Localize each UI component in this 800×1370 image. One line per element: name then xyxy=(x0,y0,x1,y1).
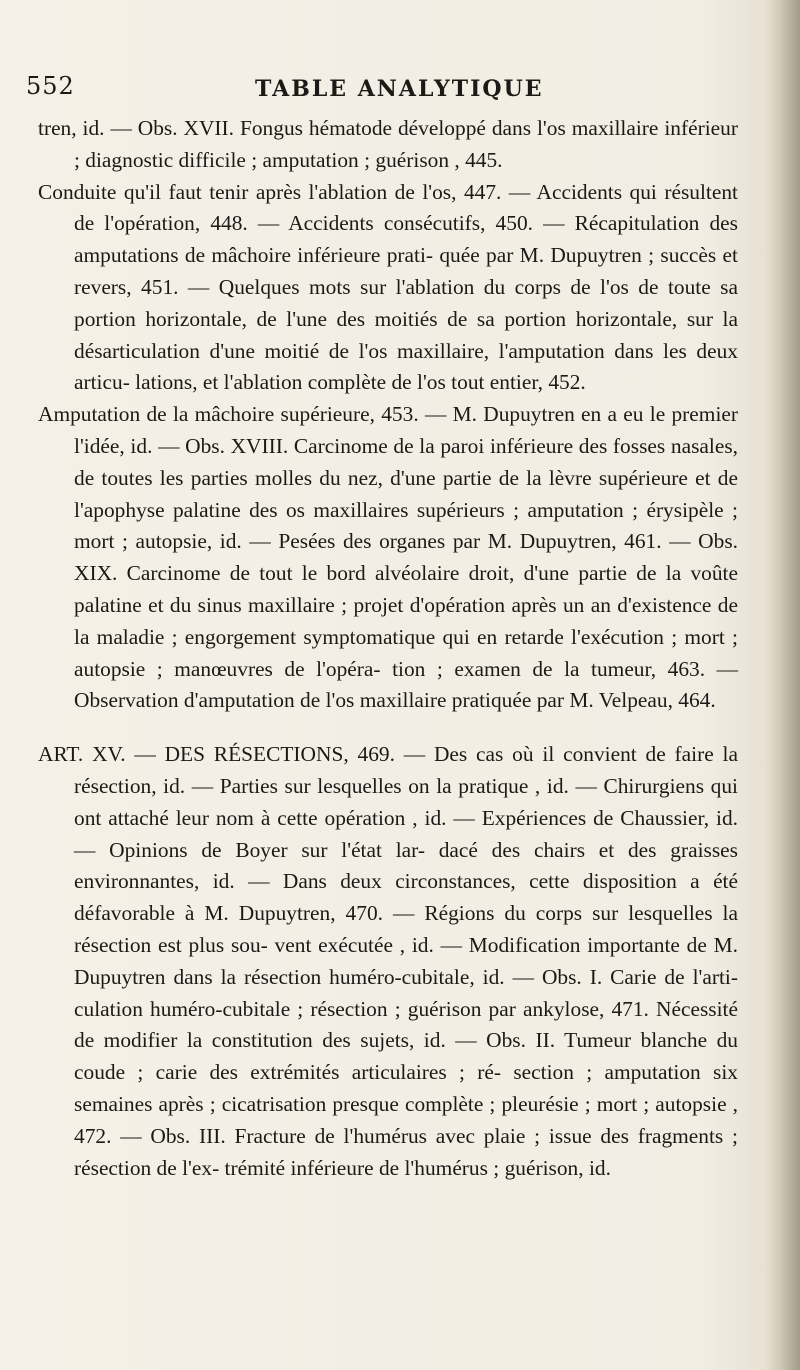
paragraph-entry: Conduite qu'il faut tenir après l'ablation de l'os, 447. — Accidents qui résultent de l'opération, 448. — Accidents consécutifs, 450. — Récapitulation des amputations de mâchoire inférieure prati- quée par M. Dupuytren ; succès et revers, 451. — Quelques mots sur l'ablation du corps de l'os de toute sa portion horizontale, de l'une des moitiés de sa portion horizontale, sur la désarticulation d'une moitié de l'os maxillaire, l'amputation dans les deux articu- lations, et l'ablation complète de l'os tout entier, 452. xyxy=(38,179,738,395)
running-title: TABLE ANALYTIQUE xyxy=(255,76,544,102)
paragraph-section-art-xv: ART. XV. — DES RÉSECTIONS, 469. — Des cas où il convient de faire la résection, id. — Parties sur lesquelles on la pratique , id. — Chirurgiens qui ont attaché leur nom à cette opération , id. — Expériences de Chaussier, id. — Opinions de Boyer sur l'état lar- dacé des chairs et des graisses environnantes, id. — Dans deux circonstances, cette disposition a été défavorable à M. Dupuytren, 470. — Régions du corps sur lesquelles la résection est plus sou- vent exécutée , id. — Modification importante de M. Dupuytren dans la résection huméro-cubitale, id. — Obs. I. Carie de l'arti- culation huméro-cubitale ; résection ; guérison par ankylose, 471. Nécessité de modifier la constitution des sujets, id. — Obs. II. Tumeur blanche du coude ; carie des extrémités articulaires ; ré- section ; amputation six semaines après ; cicatrisation presque complète ; pleurésie ; mort ; autopsie , 472. — Obs. III. Fracture de l'humérus avec plaie ; issue des fragments ; résection de l'ex- trémité inférieure de l'humérus ; guérison, id. xyxy=(38,742,738,1180)
index-text xyxy=(38,113,738,1184)
paragraph-entry: Amputation de la mâchoire supérieure, 453. — M. Dupuytren en a eu le premier l'idée, id. — Obs. XVIII. Carcinome de la paroi inférieure des fosses nasales, de toutes les parties molles du nez, d'une partie de la lèvre supérieure et de l'apophyse palatine des os maxillaires supérieurs ; amputation ; érysipèle ; mort ; autopsie, id. — Pesées des organes par M. Dupuytren, 461. — Obs. XIX. Carcinome de tout le bord alvéolaire droit, d'une partie de la voûte palatine et du sinus maxillaire ; projet d'opération après un an d'existence de la maladie ; engorgement symptomatique qui en retarde l'exécution ; mort ; autopsie ; manœuvres de l'opéra- tion ; examen de la tumeur, 463. — Observation d'amputation de l'os maxillaire pratiquée par M. Velpeau, 464. xyxy=(38,402,738,713)
page-number: 552 xyxy=(26,72,75,100)
page-edge-shadow xyxy=(766,0,800,1370)
paragraph-continuation: tren, id. — Obs. XVII. Fongus hématode développé dans l'os maxillaire inférieur ; diagnostic difficile ; amputation ; guérison , 445. xyxy=(38,116,738,172)
